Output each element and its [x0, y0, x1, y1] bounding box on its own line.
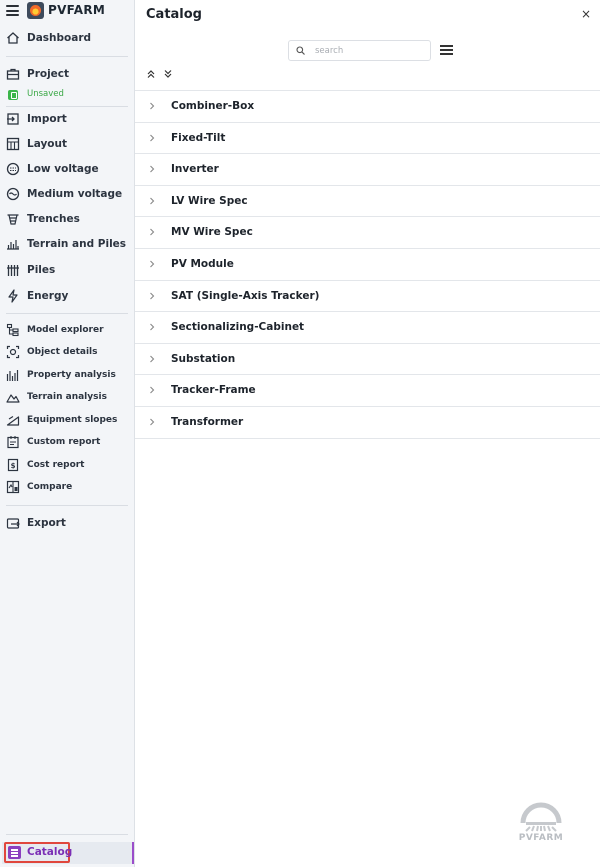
- piles-icon: [6, 263, 20, 277]
- sidebar-item-export[interactable]: [0, 513, 134, 535]
- bars-icon: [6, 368, 20, 382]
- catalog-row-substation[interactable]: [135, 344, 600, 376]
- home-icon: [6, 31, 20, 45]
- lightning-icon: [6, 289, 20, 303]
- pvfarm-watermark: [516, 793, 566, 848]
- sidebar-item-trenches[interactable]: [0, 209, 134, 231]
- sidebar-item-label: Piles: [27, 264, 56, 276]
- sidebar-item-label: Energy: [27, 290, 69, 302]
- pvfarm-watermark-logo: [516, 793, 566, 833]
- import-icon: [6, 112, 20, 126]
- mountain-icon: [6, 390, 20, 404]
- sidebar-item-equipment-slopes[interactable]: [0, 410, 134, 432]
- search-box: [288, 40, 431, 61]
- catalog-panel: [135, 0, 600, 867]
- catalog-row-label: Tracker-Frame: [171, 384, 256, 397]
- sidebar-item-label: Terrain analysis: [27, 392, 107, 402]
- svg-text:$: $: [10, 462, 16, 470]
- sidebar-item-label: Layout: [27, 138, 68, 150]
- catalog-row-label: MV Wire Spec: [171, 226, 253, 239]
- close-icon[interactable]: ×: [580, 7, 591, 21]
- sidebar-item-piles[interactable]: [0, 260, 134, 282]
- catalog-row-label: Sectionalizing-Cabinet: [171, 321, 305, 334]
- sidebar-item-property-analysis[interactable]: [0, 365, 134, 387]
- catalog-row-pv-module[interactable]: [135, 249, 600, 281]
- sidebar-item-label: Equipment slopes: [27, 415, 118, 425]
- sidebar-item-custom-report[interactable]: [0, 432, 134, 454]
- collapse-all-icon[interactable]: [146, 69, 156, 79]
- divider: [6, 505, 128, 506]
- catalog-row-combiner-box[interactable]: [135, 91, 600, 123]
- catalog-row-transformer[interactable]: [135, 407, 600, 439]
- trenches-icon: [6, 212, 20, 226]
- sidebar-item-import[interactable]: [0, 109, 134, 131]
- sidebar-header: [0, 0, 135, 22]
- sidebar: [0, 0, 135, 867]
- sidebar-item-label: Dashboard: [27, 32, 92, 44]
- catalog-row-label: Substation: [171, 352, 236, 365]
- chevron-right-icon: [148, 134, 156, 142]
- catalog-row-mv-wire-spec[interactable]: [135, 217, 600, 249]
- catalog-row-label: PV Module: [171, 257, 234, 270]
- sidebar-item-low-voltage[interactable]: [0, 159, 134, 181]
- sidebar-item-label: Object details: [27, 347, 98, 357]
- chevron-right-icon: [148, 197, 156, 205]
- catalog-row-sat[interactable]: [135, 281, 600, 313]
- list-options-icon[interactable]: [440, 45, 453, 55]
- sidebar-item-dashboard[interactable]: [0, 28, 134, 50]
- catalog-row-tracker-frame[interactable]: [135, 375, 600, 407]
- briefcase-icon: [6, 67, 20, 81]
- catalog-row-label: Transformer: [171, 415, 244, 428]
- export-icon: [6, 516, 20, 530]
- chevron-right-icon: [148, 102, 156, 110]
- watermark-text: PVFARM: [518, 833, 564, 843]
- sidebar-item-medium-voltage[interactable]: [0, 184, 134, 206]
- catalog-row-sectionalizing-cabinet[interactable]: [135, 312, 600, 344]
- divider: [6, 56, 128, 57]
- catalog-list: [135, 90, 600, 439]
- chevron-right-icon: [148, 386, 156, 394]
- chevron-right-icon: [148, 260, 156, 268]
- catalog-row-label: LV Wire Spec: [171, 194, 248, 207]
- slope-icon: [6, 413, 20, 427]
- page-title: Catalog: [146, 7, 202, 22]
- sidebar-item-terrain-and-piles[interactable]: [0, 234, 134, 256]
- divider: [6, 834, 128, 835]
- chevron-right-icon: [148, 323, 156, 331]
- expand-all-icon[interactable]: [163, 69, 173, 79]
- sidebar-item-label: Trenches: [27, 213, 80, 225]
- sidebar-item-cost-report[interactable]: [0, 455, 134, 477]
- sidebar-item-project[interactable]: [0, 64, 134, 86]
- divider: [6, 313, 128, 314]
- compare-icon: [6, 480, 20, 494]
- chevron-right-icon: [148, 228, 156, 236]
- pvfarm-logo: [27, 2, 44, 19]
- sidebar-item-label: Cost report: [27, 460, 85, 470]
- brand-name: PVFARM: [48, 3, 106, 17]
- catalog-row-label: SAT (Single-Axis Tracker): [171, 289, 320, 302]
- sidebar-item-label: Export: [27, 517, 66, 529]
- sidebar-item-label: Low voltage: [27, 163, 99, 175]
- sidebar-item-label: Catalog: [27, 846, 73, 858]
- catalog-row-label: Fixed-Tilt: [171, 131, 226, 144]
- sidebar-item-terrain-analysis[interactable]: [0, 387, 134, 409]
- sidebar-item-label: Model explorer: [27, 325, 104, 335]
- sidebar-item-model-explorer[interactable]: [0, 320, 134, 342]
- catalog-row-label: Inverter: [171, 163, 219, 176]
- catalog-icon: [8, 846, 21, 859]
- sidebar-item-energy[interactable]: [0, 286, 134, 308]
- sidebar-item-label: Compare: [27, 482, 73, 492]
- chevron-right-icon: [148, 355, 156, 363]
- hamburger-menu-icon[interactable]: [6, 5, 19, 16]
- search-input[interactable]: [315, 43, 425, 58]
- layout-icon: [6, 137, 20, 151]
- sidebar-item-label: Project: [27, 68, 70, 80]
- sidebar-item-compare[interactable]: [0, 477, 134, 499]
- catalog-row-lv-wire-spec[interactable]: [135, 186, 600, 218]
- sidebar-item-label: Import: [27, 113, 67, 125]
- unsaved-label: Unsaved: [27, 89, 64, 99]
- sidebar-item-catalog[interactable]: [2, 842, 134, 864]
- divider: [6, 106, 128, 107]
- low-voltage-icon: [6, 162, 20, 176]
- catalog-row-label: Combiner-Box: [171, 100, 255, 112]
- sidebar-item-label: Medium voltage: [27, 188, 123, 200]
- catalog-row-inverter[interactable]: [135, 154, 600, 186]
- search-icon: [296, 46, 305, 55]
- sidebar-item-layout[interactable]: [0, 134, 134, 156]
- report-icon: [6, 435, 20, 449]
- focus-icon: [6, 345, 20, 359]
- terrain-piles-icon: [6, 237, 20, 251]
- chevron-right-icon: [148, 418, 156, 426]
- chevron-right-icon: [148, 165, 156, 173]
- sidebar-item-label: Terrain and Piles: [27, 238, 127, 250]
- tree-icon: [6, 323, 20, 337]
- sidebar-item-object-details[interactable]: [0, 342, 134, 364]
- sidebar-item-label: Property analysis: [27, 370, 116, 380]
- sidebar-item-label: Custom report: [27, 437, 101, 447]
- dollar-doc-icon: [6, 458, 20, 472]
- catalog-row-fixed-tilt[interactable]: [135, 123, 600, 155]
- save-icon: [8, 90, 18, 100]
- chevron-right-icon: [148, 292, 156, 300]
- medium-voltage-icon: [6, 187, 20, 201]
